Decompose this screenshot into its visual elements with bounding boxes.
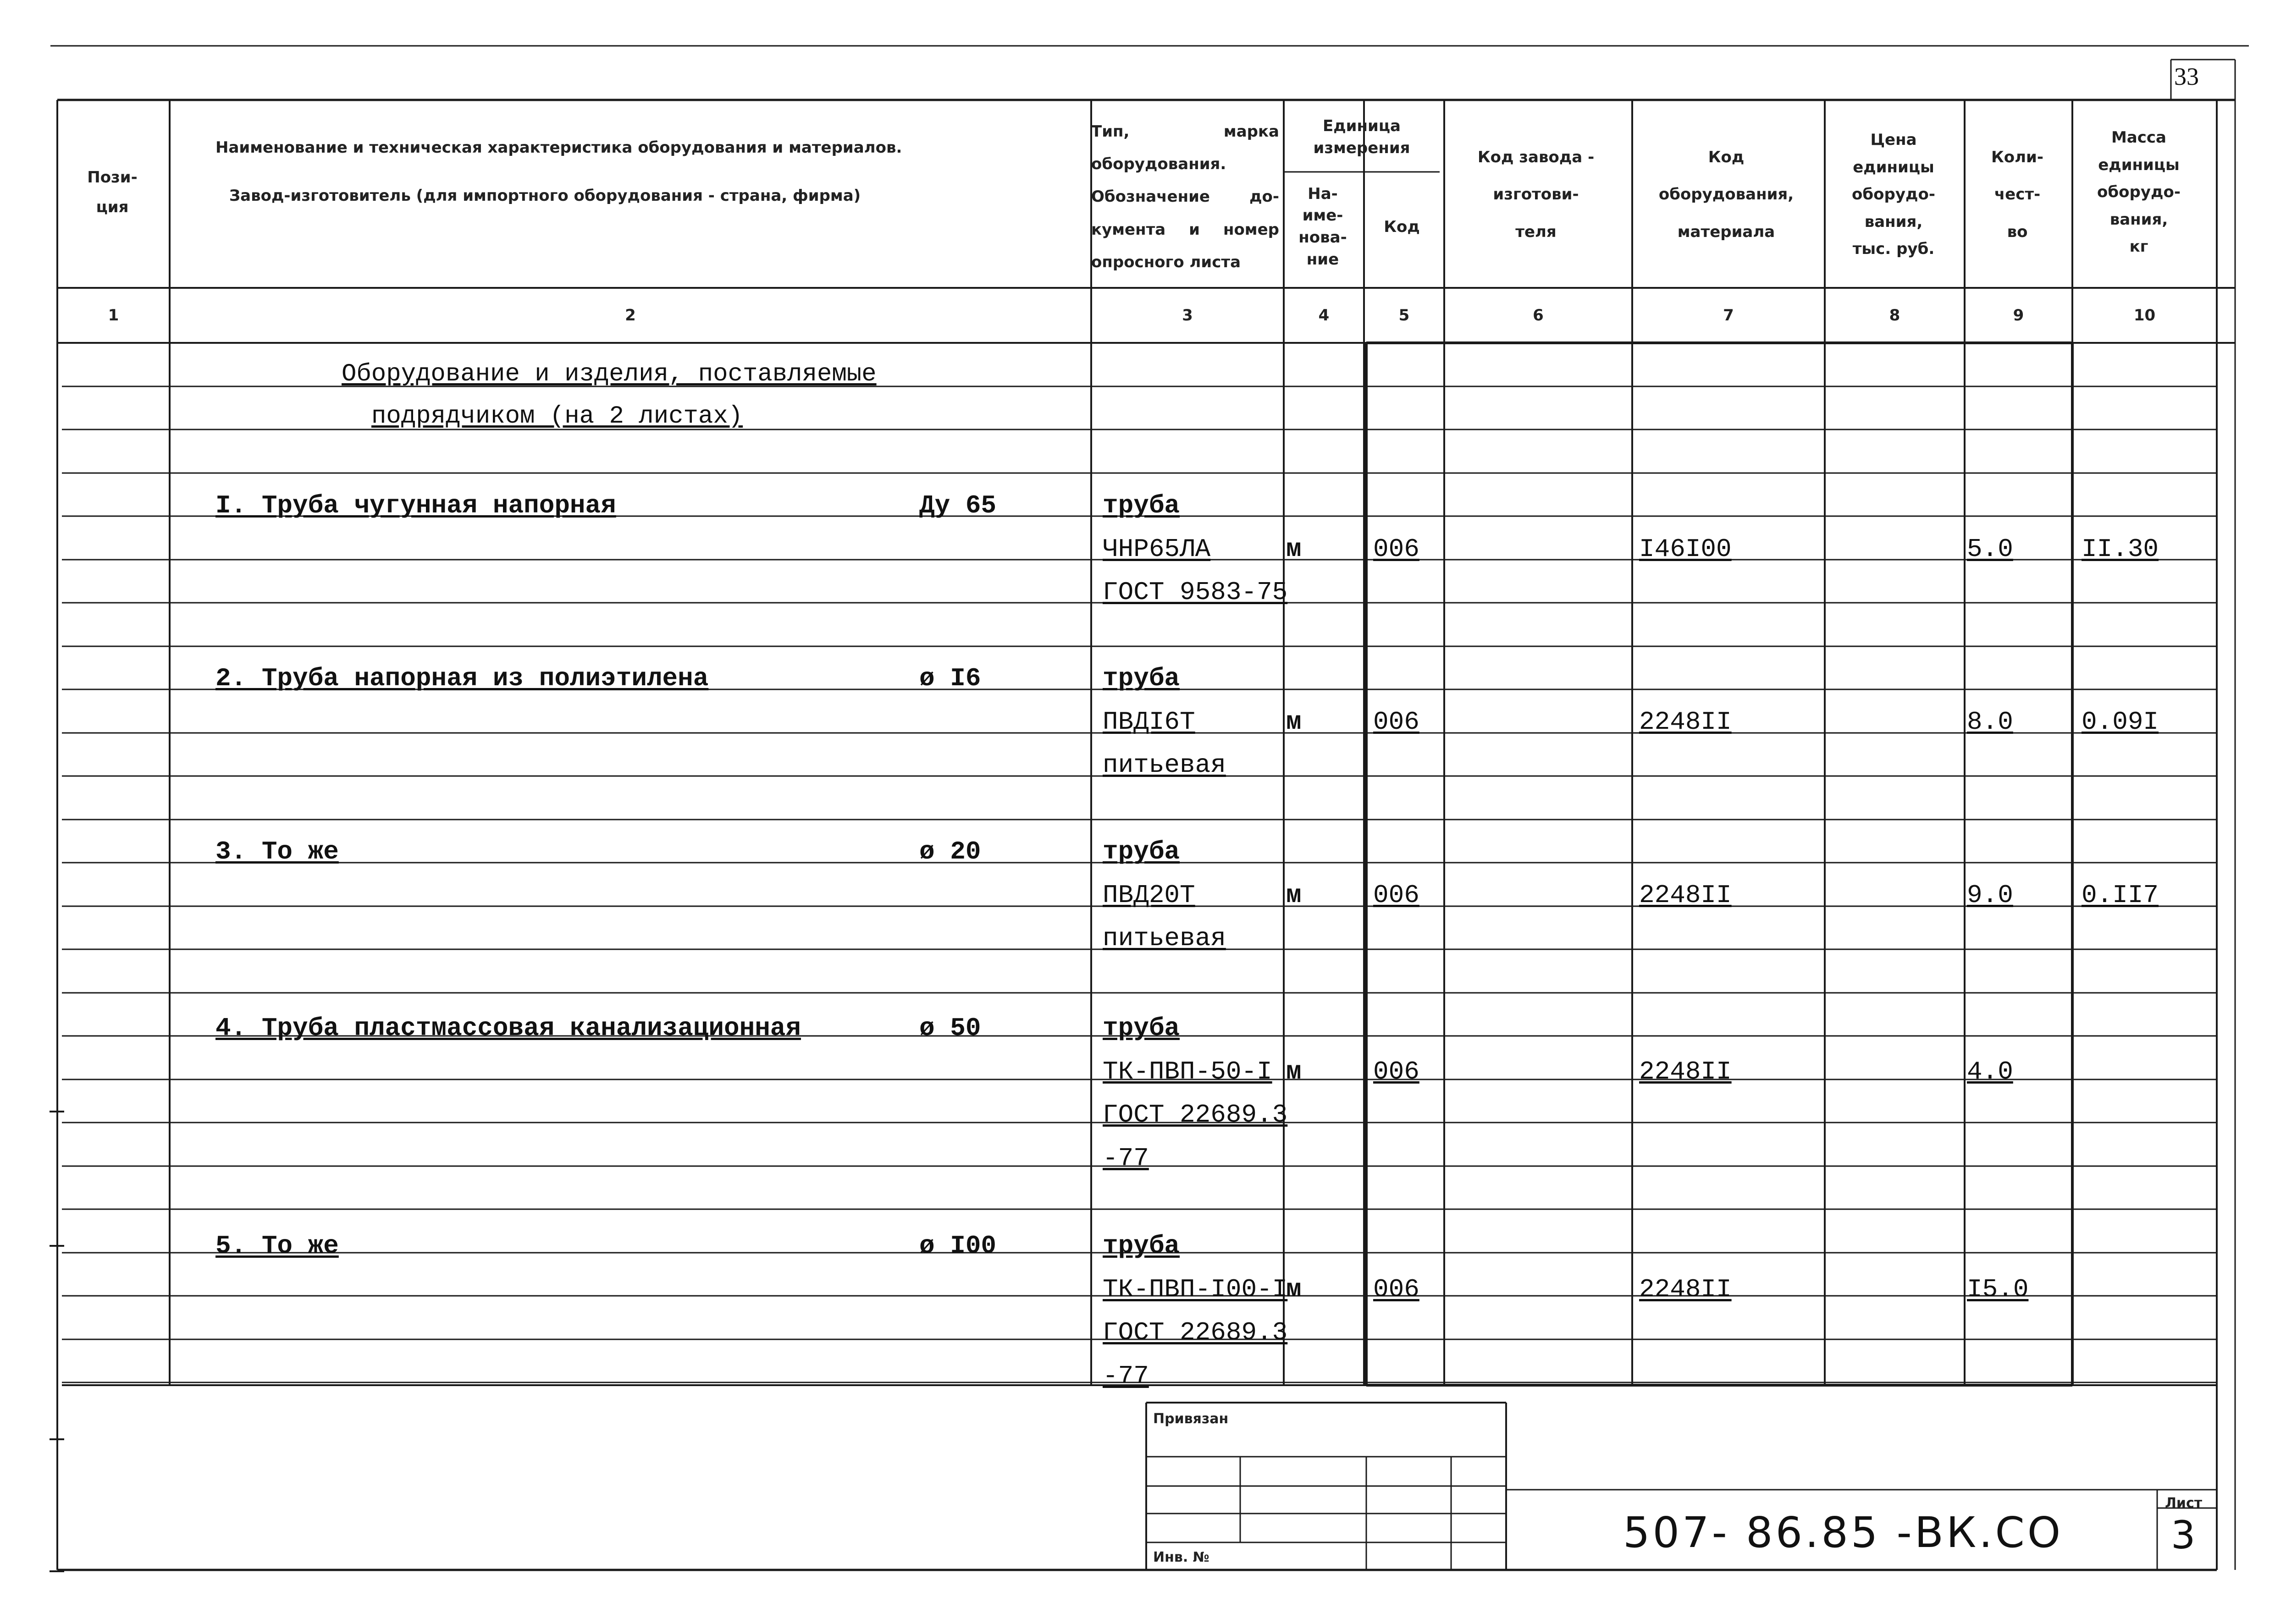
section-title-line2: подрядчиком (на 2 листах) <box>371 402 743 430</box>
column-number-4: 4 <box>1318 306 1330 325</box>
item-quantity: 8.0 <box>1967 707 2013 737</box>
item-type-line: -77 <box>1103 1361 1149 1391</box>
item-type-line: ПВДI6Т <box>1103 707 1195 737</box>
item-material-code: 2248II <box>1639 707 1732 737</box>
item-name: I. Труба чугунная напорная <box>215 491 616 520</box>
item-unit: м <box>1286 1057 1302 1086</box>
item-type-line: питьевая <box>1103 750 1226 780</box>
item-type-line: -77 <box>1103 1144 1149 1173</box>
item-unit: м <box>1286 707 1302 737</box>
item-quantity: 9.0 <box>1967 881 2013 910</box>
item-type-line: труба <box>1103 1231 1180 1261</box>
header-price: Цена единицы оборудо- вания, тыс. руб. <box>1852 131 1935 259</box>
column-number-1: 1 <box>108 306 119 325</box>
header-quantity: Коли- чест- во <box>1991 148 2043 241</box>
item-unit: м <box>1286 534 1302 564</box>
header-unit-group: Единица измерения <box>1313 117 1410 157</box>
item-type-line: ТК-ПВП-I00-I <box>1103 1275 1288 1304</box>
page-number-top: 33 <box>2174 63 2199 90</box>
column-number-5: 5 <box>1398 306 1410 325</box>
document-code: 507- 86.85 -ВК.СО <box>1623 1508 2064 1557</box>
header-unit-code: Код <box>1384 217 1420 236</box>
column-number-2: 2 <box>625 306 636 325</box>
item-size: ø 50 <box>919 1013 981 1043</box>
item-unit: м <box>1286 881 1302 910</box>
stamp-sheet-value: 3 <box>2171 1513 2198 1558</box>
header-name-line1: Наименование и техническая характеристика оборудования и материалов. <box>215 138 902 157</box>
item-type-line: ГОСТ 22689.3 <box>1103 1100 1288 1129</box>
header-material-code: Код оборудования, материала <box>1658 148 1794 241</box>
header-plant-code: Код завода - изготови- теля <box>1477 148 1595 241</box>
item-type-line: питьевая <box>1103 924 1226 953</box>
item-size: Ду 65 <box>919 491 997 520</box>
item-quantity: I5.0 <box>1967 1275 2029 1304</box>
column-number-7: 7 <box>1723 306 1734 325</box>
stamp-bound-label: Привязан <box>1153 1411 1229 1427</box>
item-unit-code: 006 <box>1373 534 1419 564</box>
item-material-code: 2248II <box>1639 1275 1732 1304</box>
item-type-line: труба <box>1103 491 1180 520</box>
item-type-line: ЧНР65ЛА <box>1103 534 1211 564</box>
item-size: ø I6 <box>919 664 981 693</box>
header-name <box>215 133 1064 225</box>
item-name: 4. Труба пластмассовая канализационная <box>215 1013 801 1043</box>
column-number-3: 3 <box>1182 306 1193 325</box>
item-name: 2. Труба напорная из полиэтилена <box>215 664 709 693</box>
item-material-code: 2248II <box>1639 881 1732 910</box>
item-type-line: ПВД20Т <box>1103 881 1195 910</box>
item-material-code: 2248II <box>1639 1057 1732 1086</box>
column-number-8: 8 <box>1889 306 1900 325</box>
stamp-inv-label: Инв. № <box>1153 1549 1209 1565</box>
item-unit: м <box>1286 1275 1302 1304</box>
item-type-line: труба <box>1103 1013 1180 1043</box>
item-type-line: ТК-ПВП-50-I <box>1103 1057 1272 1086</box>
item-unit-code: 006 <box>1373 1275 1419 1304</box>
item-quantity: 5.0 <box>1967 534 2013 564</box>
header-unit-name: На- име- нова- ние <box>1298 184 1347 269</box>
item-type-line: ГОСТ 22689.3 <box>1103 1318 1288 1347</box>
item-name: 3. То же <box>215 837 339 866</box>
item-mass: II.30 <box>2082 534 2159 564</box>
item-size: ø I00 <box>919 1231 997 1261</box>
item-mass: 0.II7 <box>2082 881 2159 910</box>
header-position: Пози- ция <box>87 168 138 216</box>
item-type-line: труба <box>1103 837 1180 866</box>
item-type-line: труба <box>1103 664 1180 693</box>
item-size: ø 20 <box>919 837 981 866</box>
header-type: Тип, марка оборудования. Обозначение до-кумента и номер опросного листа <box>1091 122 1279 272</box>
stamp-sheet-label: Лист <box>2165 1495 2203 1511</box>
column-number-10: 10 <box>2133 306 2156 325</box>
column-number-9: 9 <box>2013 306 2024 325</box>
item-unit-code: 006 <box>1373 1057 1419 1086</box>
header-name-line2: Завод-изготовитель (для импортного оборудования - страна, фирма) <box>229 186 861 205</box>
item-name: 5. То же <box>215 1231 339 1261</box>
item-quantity: 4.0 <box>1967 1057 2013 1086</box>
item-unit-code: 006 <box>1373 707 1419 737</box>
column-number-6: 6 <box>1533 306 1544 325</box>
section-title-line1: Оборудование и изделия, поставляемые <box>342 360 877 388</box>
item-unit-code: 006 <box>1373 881 1419 910</box>
item-mass: 0.09I <box>2082 707 2159 737</box>
item-type-line: ГОСТ 9583-75 <box>1103 578 1288 607</box>
item-material-code: I46I00 <box>1639 534 1732 564</box>
header-mass: Масса единицы оборудо- вания, кг <box>2097 128 2181 256</box>
